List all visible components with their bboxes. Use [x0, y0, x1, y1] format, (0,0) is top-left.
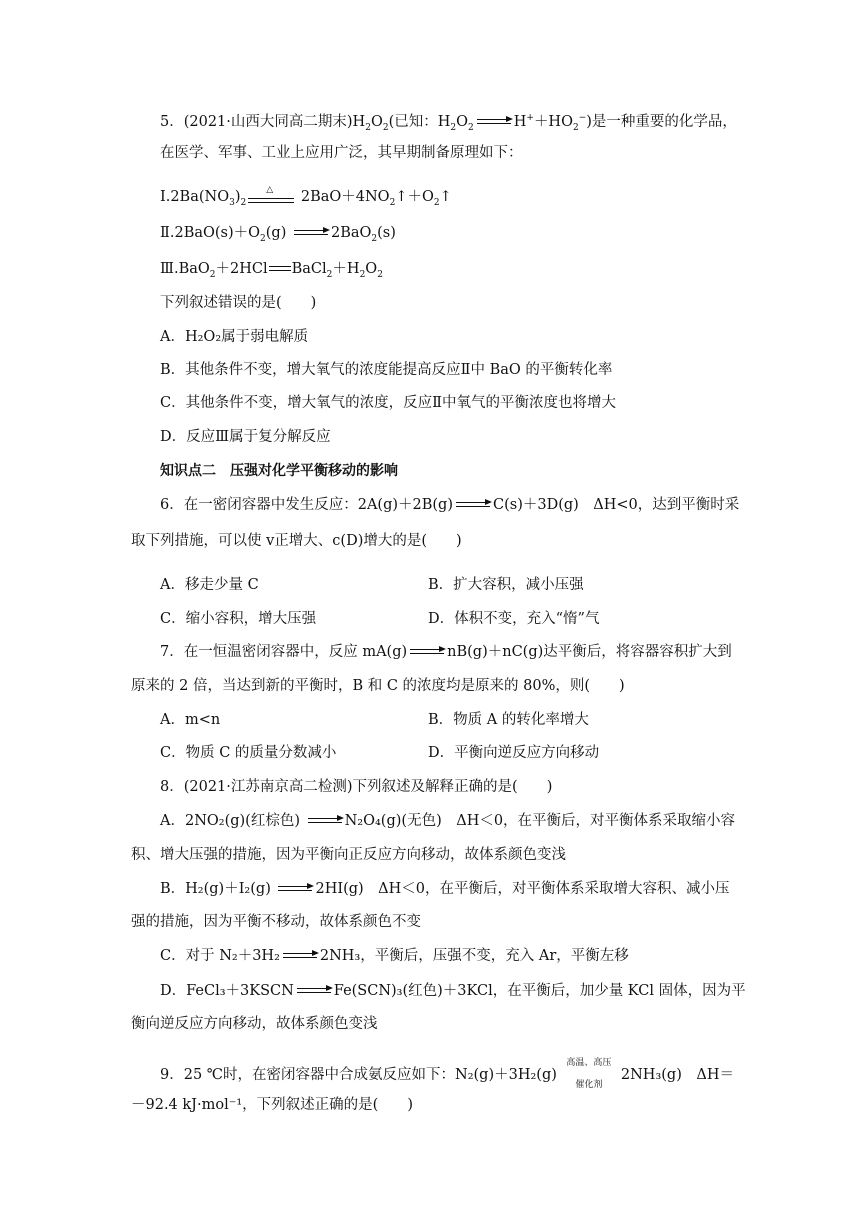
q5-option-b: B．其他条件不变，增大氧气的浓度能提高反应Ⅱ中 BaO 的平衡转化率 [160, 362, 613, 378]
q9-line2: －92.4 kJ·mol⁻¹，下列叙述正确的是( ) [131, 1097, 413, 1113]
q6-option-b: B．扩大容积，减小压强 [428, 577, 584, 593]
q8-option-b-line1: B．H₂(g)＋I₂(g) 2HI(g) ΔH＜0，在平衡后，对平衡体系采取增大容积、减小压 [160, 881, 730, 897]
q6-option-d: D．体积不变，充入“惰”气 [428, 611, 600, 627]
equilibrium-arrow [295, 986, 333, 996]
q9-line1: 9．25 ℃时，在密闭容器中合成氨反应如下：N₂(g)＋3H₂(g) 高温、高压 催化剂 2NH₃(g) ΔH＝ [160, 1058, 734, 1090]
q8-option-c: C．对于 N₂＋3H₂ 2NH₃，平衡后，压强不变，充入 Ar，平衡左移 [160, 948, 629, 964]
q5-reaction-3: Ⅲ.BaO$_2$＋2HCl $BaCl_2+H_2O_2$ [160, 261, 383, 280]
equilibrium-arrow [292, 228, 330, 238]
q5-reaction-1: $Ⅰ.2Ba(NO_3)_2$ △ $2BaO+4NO_2↑+O_2↑$ [160, 185, 452, 208]
q5-option-c: C．其他条件不变，增大氧气的浓度，反应Ⅱ中氧气的平衡浓度也将增大 [160, 395, 616, 411]
q5-reaction-2: $Ⅱ.2BaO(s)+O_2(g)$ 2BaO$_2$(s) [160, 225, 396, 244]
q7-option-d: D．平衡向逆反应方向移动 [428, 745, 600, 761]
q6-line2: 取下列措施，可以使 v正增大、c(D)增大的是( ) [131, 533, 462, 549]
equilibrium-arrow [408, 647, 446, 657]
equilibrium-arrow [281, 951, 319, 961]
equilibrium-arrow [454, 500, 492, 510]
q5-option-d: D．反应Ⅲ属于复分解反应 [160, 429, 331, 445]
equals-sign [269, 266, 291, 272]
q5-stem: 下列叙述错误的是( ) [160, 295, 317, 311]
q8-option-d-line2: 衡向逆反应方向移动，故体系颜色变浅 [131, 1016, 378, 1032]
q7-option-b: B．物质 A 的转化率增大 [428, 712, 589, 728]
q6-line1: 6．在一密闭容器中发生反应：2A(g)＋2B(g) C(s)＋3D(g) ΔH<0，达到平衡时采 [160, 497, 740, 513]
q8-option-b-line2: 强的措施，因为平衡不移动，故体系颜色不变 [131, 914, 421, 930]
reaction-condition-arrow: 高温、高压 催化剂 [566, 1058, 612, 1090]
q5-option-a: A．H₂O₂属于弱电解质 [160, 329, 309, 345]
q5-line2: 在医学、军事、工业上应用广泛，其早期制备原理如下： [160, 145, 523, 161]
q8-option-d-line1: D．FeCl₃＋3KSCN Fe(SCN)₃(红色)＋3KCl，在平衡后，加少量 KCl 固体，因为平 [160, 983, 746, 999]
q7-line2: 原来的 2 倍，当达到新的平衡时，B 和 C 的浓度均是原来的 80%，则( ) [131, 678, 625, 694]
q7-option-a: A．m<n [160, 712, 221, 728]
equilibrium-arrow [276, 884, 314, 894]
q8-option-a-line2: 积、增大压强的措施，因为平衡向正反应方向移动，故体系颜色变浅 [131, 847, 566, 863]
heating-equals-sign: △ [248, 190, 294, 204]
equilibrium-arrow [306, 816, 344, 826]
q6-option-c: C．缩小容积，增大压强 [160, 611, 317, 627]
q7-line1: 7．在一恒温密闭容器中，反应 mA(g) nB(g)＋nC(g)达平衡后，将容器容积扩大到 [160, 644, 732, 660]
q5-line1: 5．(2021·山西大同高二期末)$H_2O_2$(已知：$H_2O_2$ $H^++HO_2^-$)是一种重要的化学品， [160, 113, 737, 133]
section-heading: 知识点二 压强对化学平衡移动的影响 [160, 463, 398, 479]
q8-stem: 8．(2021·江苏南京高二检测)下列叙述及解释正确的是( ) [160, 779, 553, 795]
equilibrium-arrow [475, 117, 513, 127]
q8-option-a-line1: A．2NO₂(g)(红棕色) N₂O₄(g)(无色) ΔH＜0，在平衡后，对平衡体系采取缩小容 [160, 813, 736, 829]
q6-option-a: A．移走少量 C [160, 577, 259, 593]
q7-option-c: C．物质 C 的质量分数减小 [160, 745, 337, 761]
